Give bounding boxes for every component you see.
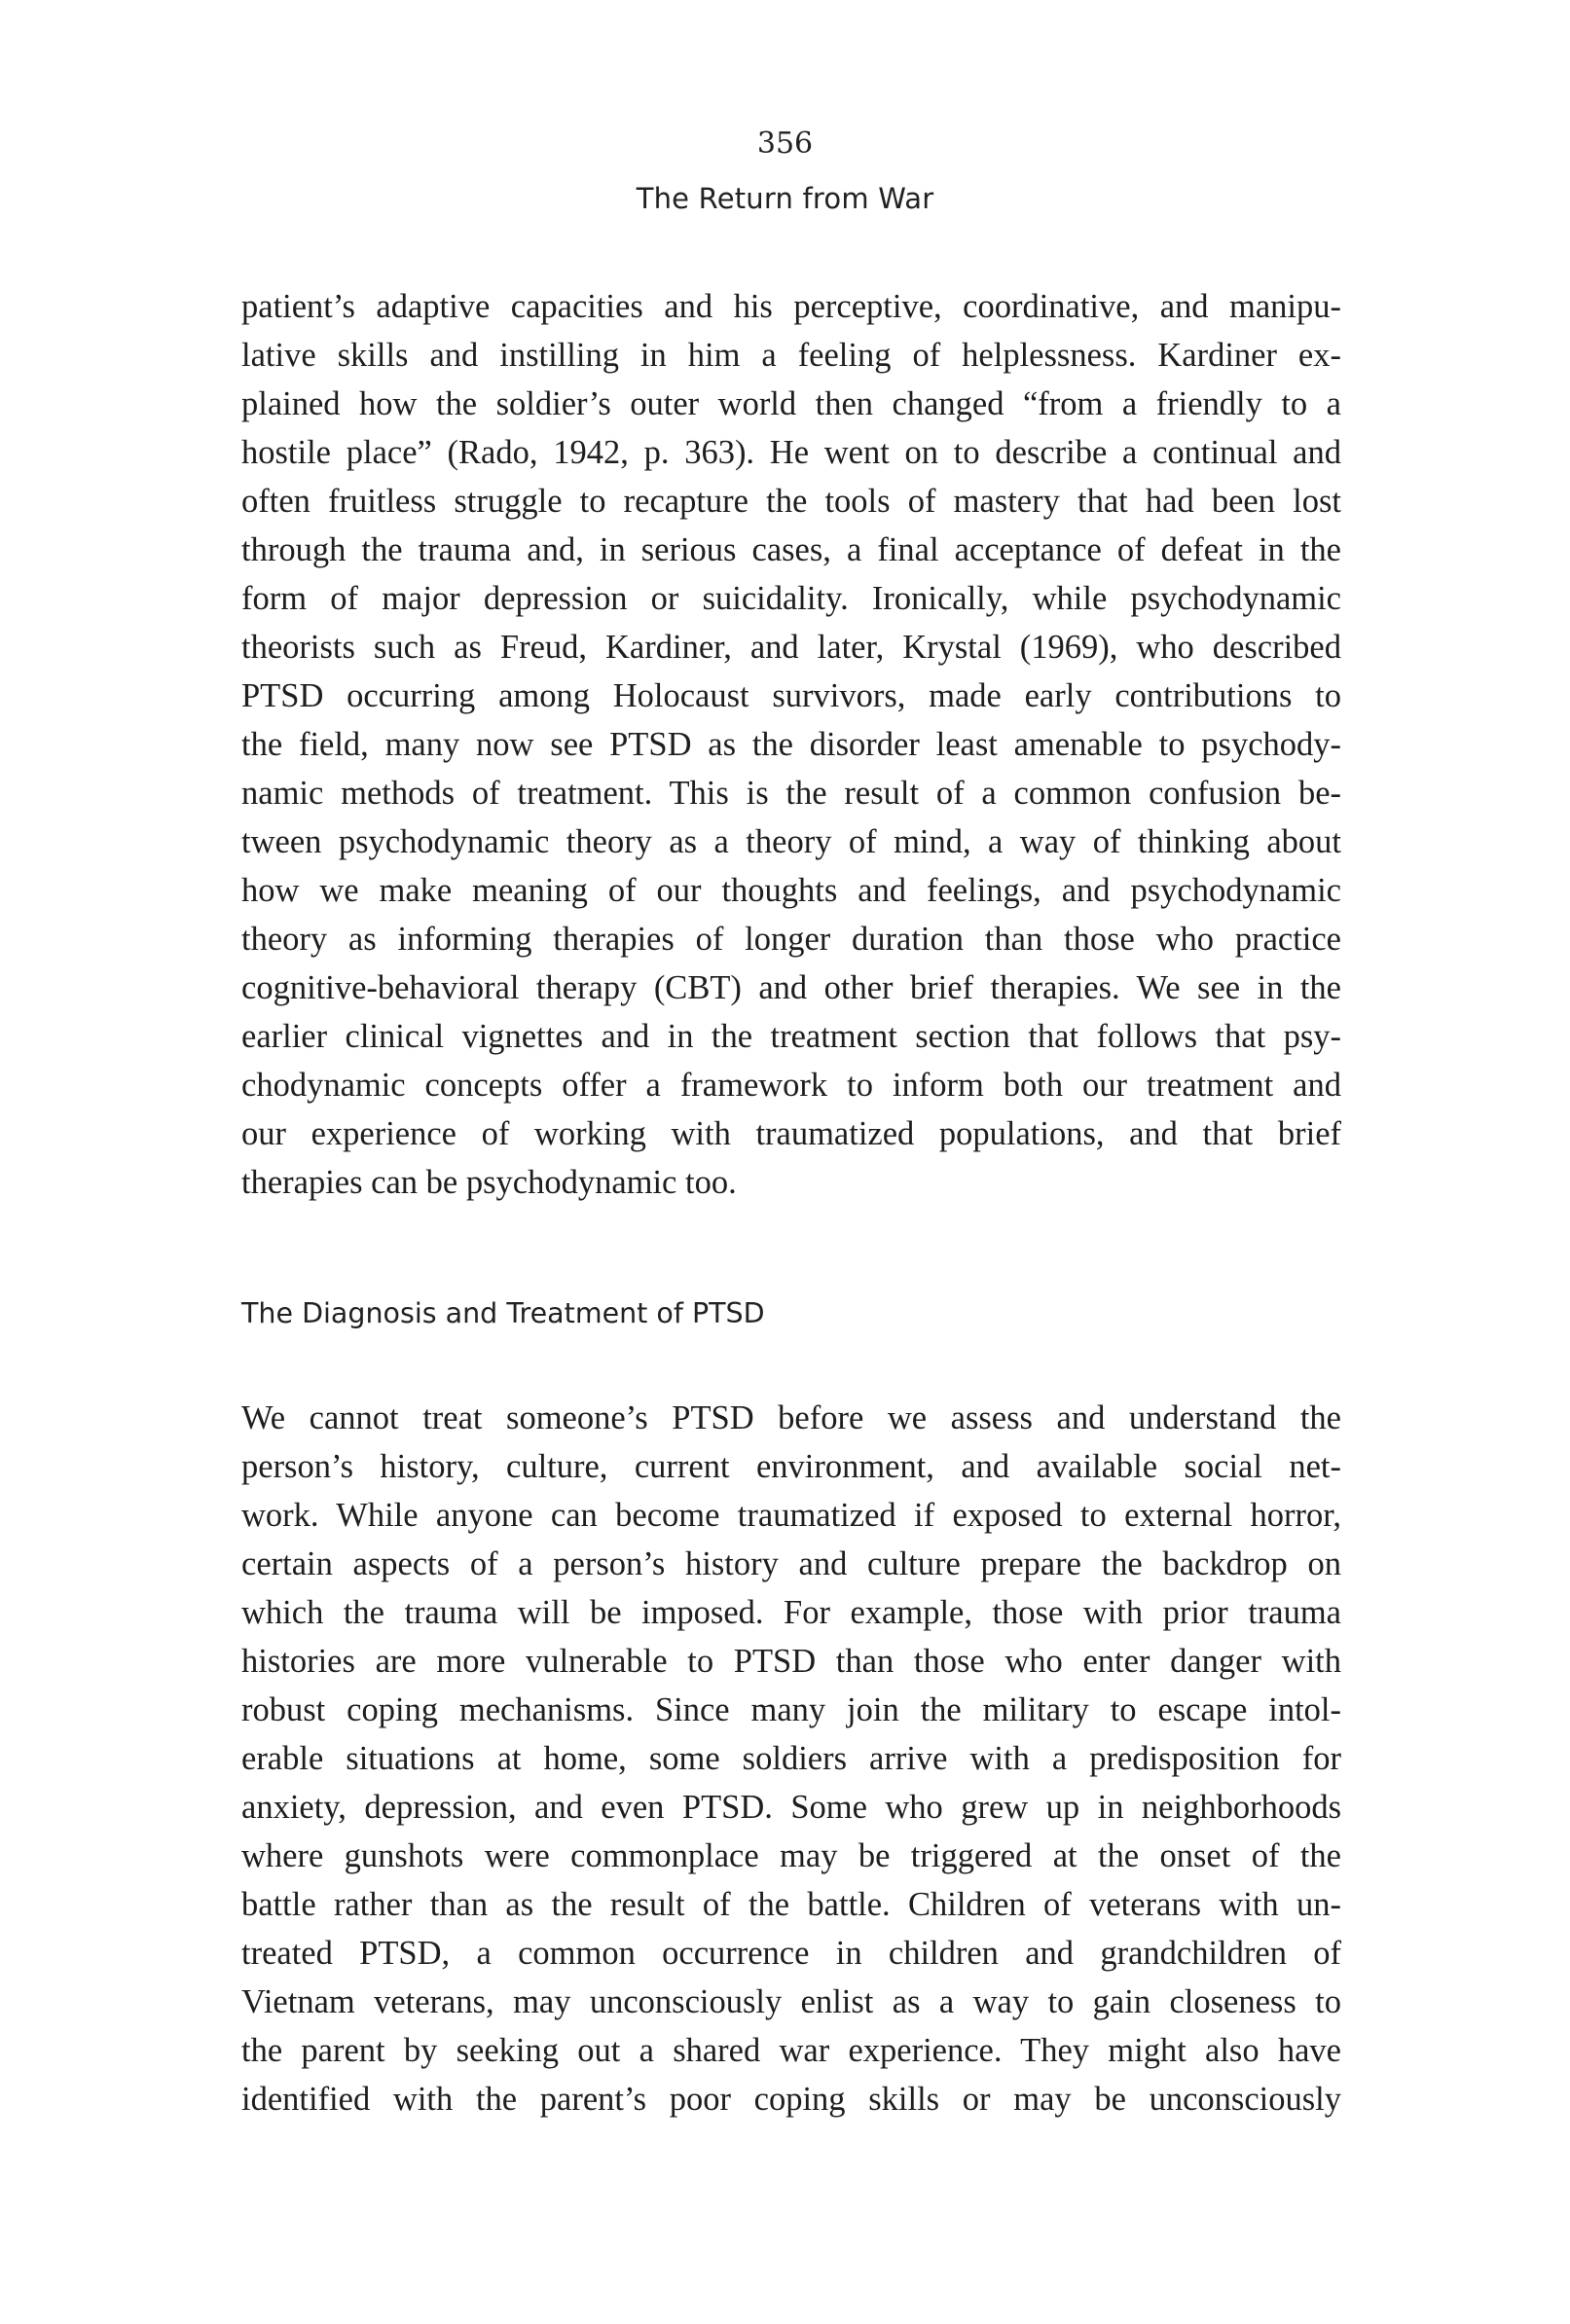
text-line: We cannot treat someone’s PTSD before we assess and understand the — [241, 1399, 1341, 1436]
text-line: often fruitless struggle to recapture the tools of mastery that had been lost — [241, 483, 1341, 520]
text-line: person’s history, culture, current environment, and available social net- — [241, 1448, 1341, 1485]
running-head: The Return from War — [636, 182, 934, 215]
text-line: PTSD occurring among Holocaust survivors, made early contributions to — [241, 677, 1341, 714]
text-line: plained how the soldier’s outer world then changed “from a friendly to a — [241, 385, 1341, 422]
text-line: robust coping mechanisms. Since many join the military to escape intol- — [241, 1691, 1341, 1728]
body-paragraph-2 — [241, 1394, 1341, 2124]
page-number: 356 — [756, 127, 814, 161]
text-line: erable situations at home, some soldiers arrive with a predisposition for — [241, 1740, 1341, 1777]
text-line: our experience of working with traumatized populations, and that brief — [241, 1115, 1341, 1152]
text-line: lative skills and instilling in him a feeling of helplessness. Kardiner ex- — [241, 337, 1341, 374]
section-heading: The Diagnosis and Treatment of PTSD — [241, 1297, 765, 1329]
text-line: hostile place” (Rado, 1942, p. 363). He went on to describe a continual and — [241, 434, 1341, 471]
text-line: treated PTSD, a common occurrence in children and grandchildren of — [241, 1935, 1341, 1972]
text-line: tween psychodynamic theory as a theory of mind, a way of thinking about — [241, 823, 1341, 860]
text-line: Vietnam veterans, may unconsciously enlist as a way to gain closeness to — [241, 1983, 1341, 2020]
text-line: namic methods of treatment. This is the result of a common confusion be- — [241, 775, 1341, 812]
body-paragraph-1 — [241, 282, 1341, 1207]
text-line: histories are more vulnerable to PTSD than those who enter danger with — [241, 1643, 1341, 1680]
text-line: how we make meaning of our thoughts and feelings, and psychodynamic — [241, 872, 1341, 909]
text-line: therapies can be psychodynamic too. — [241, 1164, 737, 1201]
text-line: theory as informing therapies of longer duration than those who practice — [241, 921, 1341, 958]
text-line: form of major depression or suicidality. Ironically, while psychodynamic — [241, 580, 1341, 617]
text-line: battle rather than as the result of the battle. Children of veterans with un- — [241, 1886, 1341, 1923]
text-line: certain aspects of a person’s history and culture prepare the backdrop on — [241, 1545, 1341, 1582]
text-line: identified with the parent’s poor coping skills or may be unconsciously — [241, 2081, 1341, 2118]
text-line: through the trauma and, in serious cases, a final acceptance of defeat in the — [241, 531, 1341, 568]
text-line: anxiety, depression, and even PTSD. Some who grew up in neighborhoods — [241, 1789, 1341, 1826]
text-line: work. While anyone can become traumatized if exposed to external horror, — [241, 1497, 1341, 1534]
text-line: the field, many now see PTSD as the disorder least amenable to psychody- — [241, 726, 1341, 763]
text-line: theorists such as Freud, Kardiner, and later, Krystal (1969), who described — [241, 629, 1341, 666]
text-line: the parent by seeking out a shared war experience. They might also have — [241, 2032, 1341, 2069]
text-line: earlier clinical vignettes and in the treatment section that follows that psy- — [241, 1018, 1341, 1055]
text-line: chodynamic concepts offer a framework to inform both our treatment and — [241, 1067, 1341, 1104]
text-line: where gunshots were commonplace may be triggered at the onset of the — [241, 1837, 1341, 1874]
text-line: which the trauma will be imposed. For example, those with prior trauma — [241, 1594, 1341, 1631]
text-line: patient’s adaptive capacities and his perceptive, coordinative, and manipu- — [241, 288, 1341, 325]
text-line: cognitive-behavioral therapy (CBT) and other brief therapies. We see in the — [241, 969, 1341, 1006]
